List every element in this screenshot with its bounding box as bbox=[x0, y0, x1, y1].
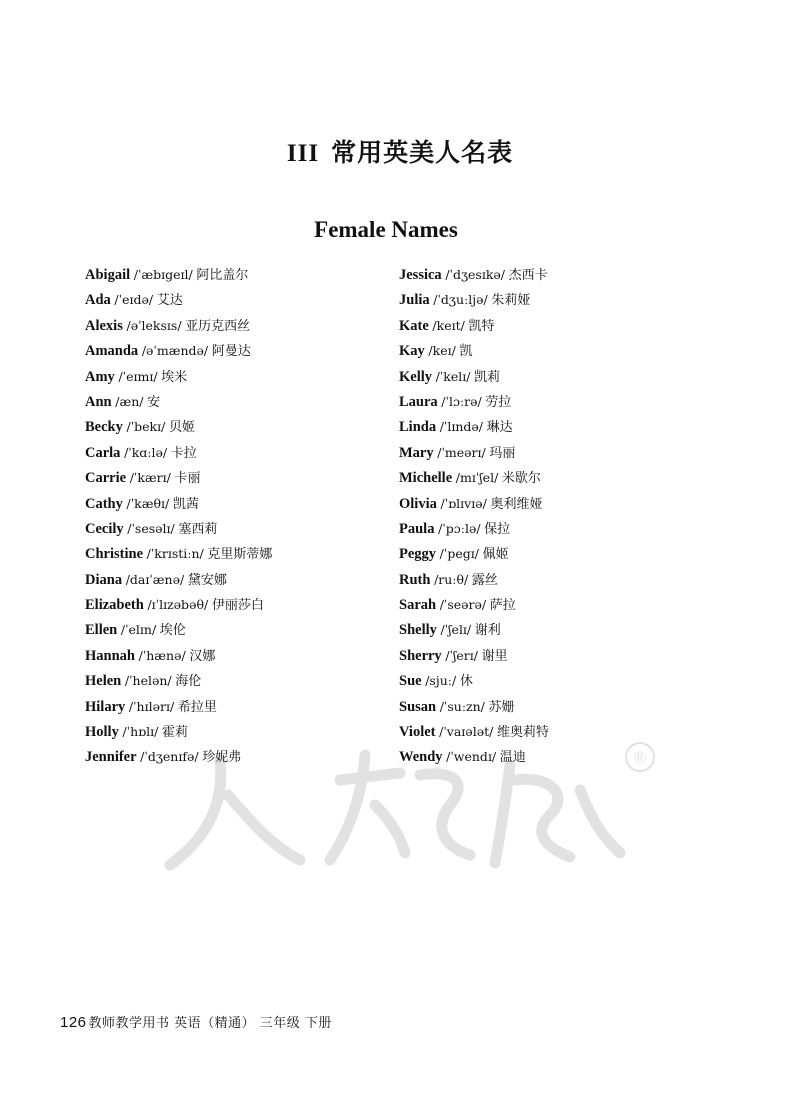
name-english: Diana bbox=[85, 571, 123, 588]
name-chinese: 安 bbox=[147, 394, 161, 410]
name-entry bbox=[85, 465, 272, 490]
name-phonetic: /ˈsesəlɪ/ bbox=[127, 520, 175, 536]
name-phonetic: /ˈdʒesɪkə/ bbox=[445, 267, 506, 282]
name-english: Violet bbox=[399, 724, 436, 741]
name-phonetic: /ˈpɔːlə/ bbox=[438, 520, 481, 536]
name-chinese: 萨拉 bbox=[489, 598, 516, 614]
name-entry bbox=[85, 262, 272, 287]
name-phonetic: /ˈeɪdə/ bbox=[114, 292, 154, 308]
name-phonetic: /ˈwendɪ/ bbox=[446, 749, 497, 765]
name-english: Peggy bbox=[399, 546, 437, 563]
name-english: Laura bbox=[399, 393, 438, 410]
names-column-right bbox=[399, 262, 549, 770]
name-english: Michelle bbox=[399, 470, 453, 487]
title-number: III bbox=[286, 140, 320, 167]
name-phonetic: /ˈvaɪələt/ bbox=[439, 724, 494, 740]
name-chinese: 亚历克西丝 bbox=[185, 318, 251, 334]
name-entry bbox=[399, 465, 549, 490]
name-phonetic: /ˈeɪmɪ/ bbox=[118, 368, 158, 384]
name-chinese: 凯茜 bbox=[172, 496, 199, 512]
name-phonetic: /ˈdʒuːljə/ bbox=[433, 292, 488, 308]
name-chinese: 贝姬 bbox=[168, 420, 195, 436]
name-english: Linda bbox=[399, 419, 437, 436]
name-phonetic: /ˈseərə/ bbox=[439, 597, 487, 613]
name-english: Carla bbox=[85, 444, 121, 461]
name-phonetic: /ˈlɪndə/ bbox=[439, 419, 484, 435]
name-entry bbox=[399, 313, 549, 338]
name-entry bbox=[399, 668, 549, 693]
name-entry bbox=[85, 287, 272, 312]
name-english: Elizabeth bbox=[85, 597, 144, 614]
name-english: Hannah bbox=[85, 647, 135, 664]
name-entry bbox=[399, 516, 549, 541]
name-english: Christine bbox=[85, 546, 143, 563]
name-entry bbox=[399, 414, 549, 439]
name-english: Helen bbox=[85, 673, 122, 690]
name-phonetic: /ˈʃerɪ/ bbox=[445, 647, 478, 663]
name-phonetic: /ruːθ/ bbox=[434, 571, 469, 587]
name-chinese: 朱莉娅 bbox=[491, 293, 531, 309]
name-english: Ada bbox=[85, 292, 111, 309]
name-english: Wendy bbox=[399, 749, 443, 766]
name-english: Susan bbox=[399, 698, 437, 715]
name-chinese: 佩姬 bbox=[482, 547, 509, 563]
name-phonetic: /əˈleksɪs/ bbox=[126, 317, 182, 333]
name-phonetic: /mɪˈʃel/ bbox=[455, 470, 499, 486]
name-phonetic: /keɪ/ bbox=[428, 343, 456, 359]
name-phonetic: /ˈkɑːlə/ bbox=[124, 444, 168, 460]
name-entry bbox=[399, 694, 549, 719]
name-entry bbox=[399, 719, 549, 744]
name-phonetic: /ˈhelən/ bbox=[124, 673, 172, 689]
name-chinese: 保拉 bbox=[484, 521, 511, 537]
name-phonetic: /ˈkæθɪ/ bbox=[126, 495, 170, 511]
name-chinese: 汉娜 bbox=[189, 648, 216, 664]
name-entry bbox=[85, 440, 272, 465]
name-phonetic: /əˈmændə/ bbox=[141, 343, 209, 359]
name-english: Ellen bbox=[85, 622, 118, 639]
name-entry bbox=[399, 541, 549, 566]
name-chinese: 卡丽 bbox=[174, 471, 201, 487]
name-chinese: 杰西卡 bbox=[508, 268, 548, 283]
name-entry bbox=[85, 719, 272, 744]
name-entry bbox=[399, 262, 549, 287]
name-chinese: 米歇尔 bbox=[501, 471, 541, 487]
name-english: Sarah bbox=[399, 597, 437, 614]
name-phonetic: /ˈlɔːrə/ bbox=[441, 393, 482, 409]
name-entry bbox=[399, 592, 549, 617]
name-entry bbox=[85, 414, 272, 439]
name-chinese: 凯莉 bbox=[474, 369, 501, 385]
name-phonetic: /ˈsuːzn/ bbox=[439, 698, 485, 714]
name-chinese: 露丝 bbox=[471, 572, 498, 588]
page-title bbox=[0, 133, 800, 169]
name-chinese: 苏姗 bbox=[488, 699, 515, 715]
name-chinese: 奥利维娅 bbox=[490, 496, 543, 512]
name-entry bbox=[399, 643, 549, 668]
name-english: Kay bbox=[399, 343, 425, 360]
name-english: Holly bbox=[85, 724, 119, 741]
name-entry bbox=[399, 364, 549, 389]
name-phonetic: /ˈæbɪgeɪl/ bbox=[133, 267, 193, 282]
name-entry bbox=[85, 643, 272, 668]
name-phonetic: /ˈhɪlərɪ/ bbox=[128, 698, 175, 714]
name-phonetic: /daɪˈænə/ bbox=[125, 571, 185, 587]
name-entry bbox=[85, 541, 272, 566]
name-chinese: 阿曼达 bbox=[211, 344, 251, 360]
name-english: Alexis bbox=[85, 317, 123, 334]
name-english: Kelly bbox=[399, 368, 433, 385]
name-entry bbox=[85, 338, 272, 363]
name-english: Sue bbox=[399, 673, 422, 690]
name-chinese: 琳达 bbox=[486, 420, 513, 436]
name-phonetic: /sjuː/ bbox=[425, 673, 457, 689]
name-chinese: 埃伦 bbox=[159, 623, 186, 639]
name-entry bbox=[85, 668, 272, 693]
name-phonetic: /ˈkærɪ/ bbox=[129, 470, 171, 486]
name-english: Jessica bbox=[399, 267, 442, 283]
name-chinese: 海伦 bbox=[175, 674, 202, 690]
name-phonetic: /ˈhænə/ bbox=[138, 647, 186, 663]
name-chinese: 阿比盖尔 bbox=[196, 268, 249, 283]
name-english: Julia bbox=[399, 292, 430, 309]
name-phonetic: /ˈmeərɪ/ bbox=[437, 444, 486, 460]
name-english: Kate bbox=[399, 317, 429, 334]
name-phonetic: /ˈʃelɪ/ bbox=[440, 622, 472, 638]
name-entry bbox=[399, 338, 549, 363]
name-english: Cathy bbox=[85, 495, 123, 512]
name-entry bbox=[85, 313, 272, 338]
name-entry bbox=[85, 694, 272, 719]
name-phonetic: /ˈpegɪ/ bbox=[439, 546, 479, 562]
name-chinese: 凯特 bbox=[468, 318, 495, 334]
names-column-left bbox=[85, 262, 272, 770]
name-chinese: 伊丽莎白 bbox=[211, 598, 264, 614]
name-chinese: 艾达 bbox=[156, 293, 183, 309]
name-english: Sherry bbox=[399, 647, 442, 664]
name-english: Cecily bbox=[85, 520, 124, 537]
name-english: Mary bbox=[399, 444, 434, 461]
name-chinese: 希拉里 bbox=[177, 699, 217, 715]
name-entry bbox=[85, 617, 272, 642]
name-phonetic: /æn/ bbox=[115, 393, 144, 409]
name-chinese: 卡拉 bbox=[170, 445, 197, 461]
name-english: Carrie bbox=[85, 470, 127, 487]
name-chinese: 休 bbox=[459, 674, 473, 690]
section-heading: Female Names bbox=[314, 217, 458, 242]
name-entry bbox=[399, 617, 549, 642]
registered-mark: ® bbox=[632, 748, 648, 767]
footer-book-title: 教师教学用书 英语（精通） 三年级 下册 bbox=[88, 1016, 332, 1031]
name-english: Paula bbox=[399, 520, 435, 537]
name-english: Abigail bbox=[85, 267, 131, 283]
name-entry bbox=[399, 567, 549, 592]
name-chinese: 玛丽 bbox=[489, 445, 516, 461]
name-english: Olivia bbox=[399, 495, 437, 512]
name-entry bbox=[85, 491, 272, 516]
name-english: Ruth bbox=[399, 571, 431, 588]
name-entry bbox=[85, 592, 272, 617]
name-phonetic: /ˈelɪn/ bbox=[120, 622, 157, 638]
name-chinese: 塞西莉 bbox=[178, 521, 218, 537]
name-chinese: 凯 bbox=[459, 344, 473, 360]
name-chinese: 霍莉 bbox=[162, 725, 189, 741]
name-chinese: 谢利 bbox=[474, 623, 501, 639]
name-chinese: 克里斯蒂娜 bbox=[207, 547, 273, 563]
name-chinese: 劳拉 bbox=[485, 394, 512, 410]
name-phonetic: /ɪˈlɪzəbəθ/ bbox=[147, 597, 209, 613]
name-entry bbox=[399, 287, 549, 312]
name-phonetic: /ˈkrɪstiːn/ bbox=[146, 546, 204, 562]
name-chinese: 黛安娜 bbox=[187, 572, 227, 588]
name-phonetic: /keɪt/ bbox=[432, 317, 465, 333]
name-english: Hilary bbox=[85, 698, 126, 715]
name-english: Ann bbox=[85, 393, 112, 410]
name-phonetic: /ˈkelɪ/ bbox=[435, 368, 471, 384]
page-number: 126 bbox=[60, 1014, 87, 1031]
name-entry bbox=[85, 364, 272, 389]
name-entry bbox=[399, 440, 549, 465]
name-chinese: 埃米 bbox=[161, 369, 188, 385]
name-chinese: 温迪 bbox=[499, 750, 526, 766]
title-text: 常用英美人名表 bbox=[331, 138, 514, 167]
name-chinese: 维奥莉特 bbox=[496, 725, 549, 741]
name-chinese: 谢里 bbox=[481, 648, 508, 664]
name-phonetic: /ˈɒlɪvɪə/ bbox=[440, 495, 487, 511]
name-english: Amanda bbox=[85, 343, 139, 360]
name-entry bbox=[399, 389, 549, 414]
name-entry bbox=[399, 491, 549, 516]
name-entry bbox=[85, 389, 272, 414]
page-footer bbox=[60, 1012, 332, 1031]
name-english: Amy bbox=[85, 368, 115, 385]
name-phonetic: /ˈbekɪ/ bbox=[126, 419, 166, 435]
name-entry bbox=[85, 516, 272, 541]
name-english: Shelly bbox=[399, 622, 437, 639]
name-english: Jennifer bbox=[85, 749, 137, 766]
name-phonetic: /ˈhɒlɪ/ bbox=[122, 724, 159, 740]
name-phonetic: /ˈdʒenɪfə/ bbox=[140, 749, 199, 765]
name-entry bbox=[85, 567, 272, 592]
name-entry bbox=[399, 744, 549, 769]
name-entry bbox=[85, 744, 272, 769]
name-english: Becky bbox=[85, 419, 123, 436]
name-chinese: 珍妮弗 bbox=[202, 750, 242, 766]
